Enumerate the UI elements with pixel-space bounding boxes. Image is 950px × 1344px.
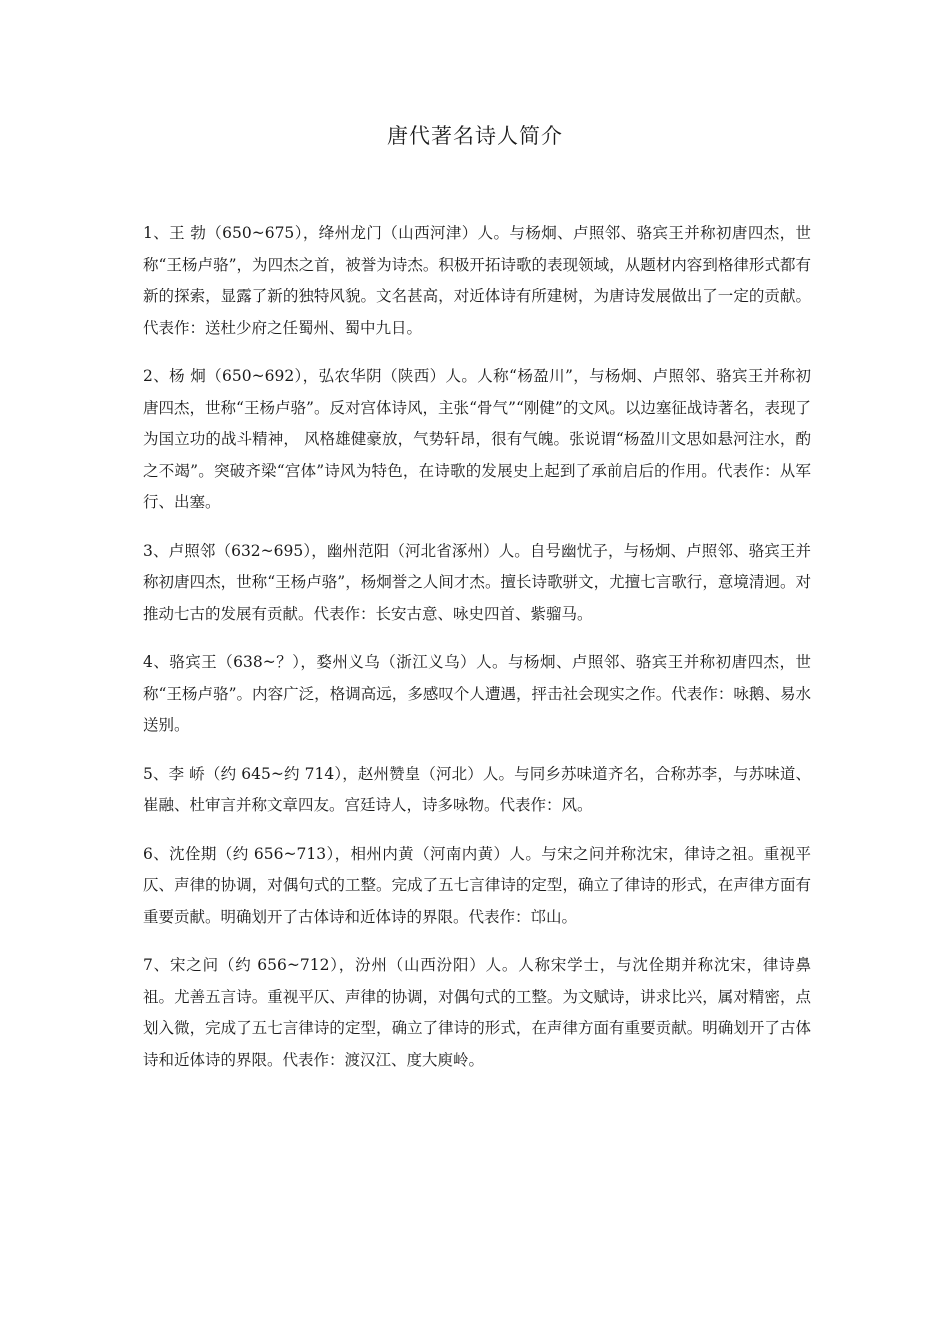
paragraph-li-qiao: 5、李 峤（约 645~约 714），赵州赞皇（河北）人。与同乡苏味道齐名，合称苏李，与苏味道、崔融、杜审言并称文章四友。宫廷诗人，诗多咏物。代表作：风。 (143, 764, 811, 814)
document-body (143, 218, 811, 1093)
paragraph-song-zhiwen: 7、宋之问（约 656~712），汾州（山西汾阳）人。人称宋学士，与沈佺期并称沈宋，律诗鼻祖。尤善五言诗。重视平仄、声律的协调，对偶句式的工整。为文赋诗，讲求比兴，属对精密，点划入微，完成了五七言律诗的定型，确立了律诗的形式，在声律方面有重要贡献。明确划开了古体诗和近体诗的界限。代表作：渡汉江、度大庾岭。 (143, 956, 811, 1069)
paragraph-shen-quanqi: 6、沈佺期（约 656~713），相州内黄（河南内黄）人。与宋之问并称沈宋，律诗之祖。重视平仄、声律的协调，对偶句式的工整。完成了五七言律诗的定型，确立了律诗的形式，在声律方面有重要贡献。明确划开了古体诗和近体诗的界限。代表作：邙山。 (143, 844, 811, 926)
page-title: 唐代著名诗人简介 (387, 124, 563, 148)
paragraph-luo-binwang: 4、骆宾王（638~？），婺州义乌（浙江义乌）人。与杨炯、卢照邻、骆宾王并称初唐四杰，世称“王杨卢骆”。内容广泛，格调高远，多感叹个人遭遇，抨击社会现实之作。代表作：咏鹅、易水送别。 (143, 653, 811, 734)
paragraph-yang-jiong: 2、杨 炯（650~692），弘农华阴（陕西）人。人称“杨盈川”，与杨炯、卢照邻、骆宾王并称初唐四杰，世称“王杨卢骆”。反对宫体诗风，主张“骨气”“刚健”的文风。以边塞征战诗著名，表现了为国立功的战斗精神， 风格雄健豪放，气势轩昂，很有气魄。张说谓“杨盈川文思如悬河注水，酌之不竭”。突破齐梁“宫体”诗风为特色，在诗歌的发展史上起到了承前启后的作用。代表作：从军行、出塞。 (143, 367, 811, 511)
paragraph-lu-zhaolin: 3、卢照邻（632~695），幽州范阳（河北省涿州）人。自号幽忧子，与杨炯、卢照邻、骆宾王并称初唐四杰，世称“王杨卢骆”，杨炯誉之人间才杰。擅长诗歌骈文，尤擅七言歌行，意境清迥。对推动七古的发展有贡献。代表作：长安古意、咏史四首、紫骝马。 (143, 541, 811, 623)
paragraph-wang-bo: 1、王 勃（650~675），绛州龙门（山西河津）人。与杨炯、卢照邻、骆宾王并称初唐四杰，世称“王杨卢骆”，为四杰之首，被誉为诗杰。积极开拓诗歌的表现领域，从题材内容到格律形式都有新的探索，显露了新的独特风貌。文名甚高，对近体诗有所建树，为唐诗发展做出了一定的贡献。代表作：送杜少府之任蜀州、蜀中九日。 (143, 224, 811, 337)
